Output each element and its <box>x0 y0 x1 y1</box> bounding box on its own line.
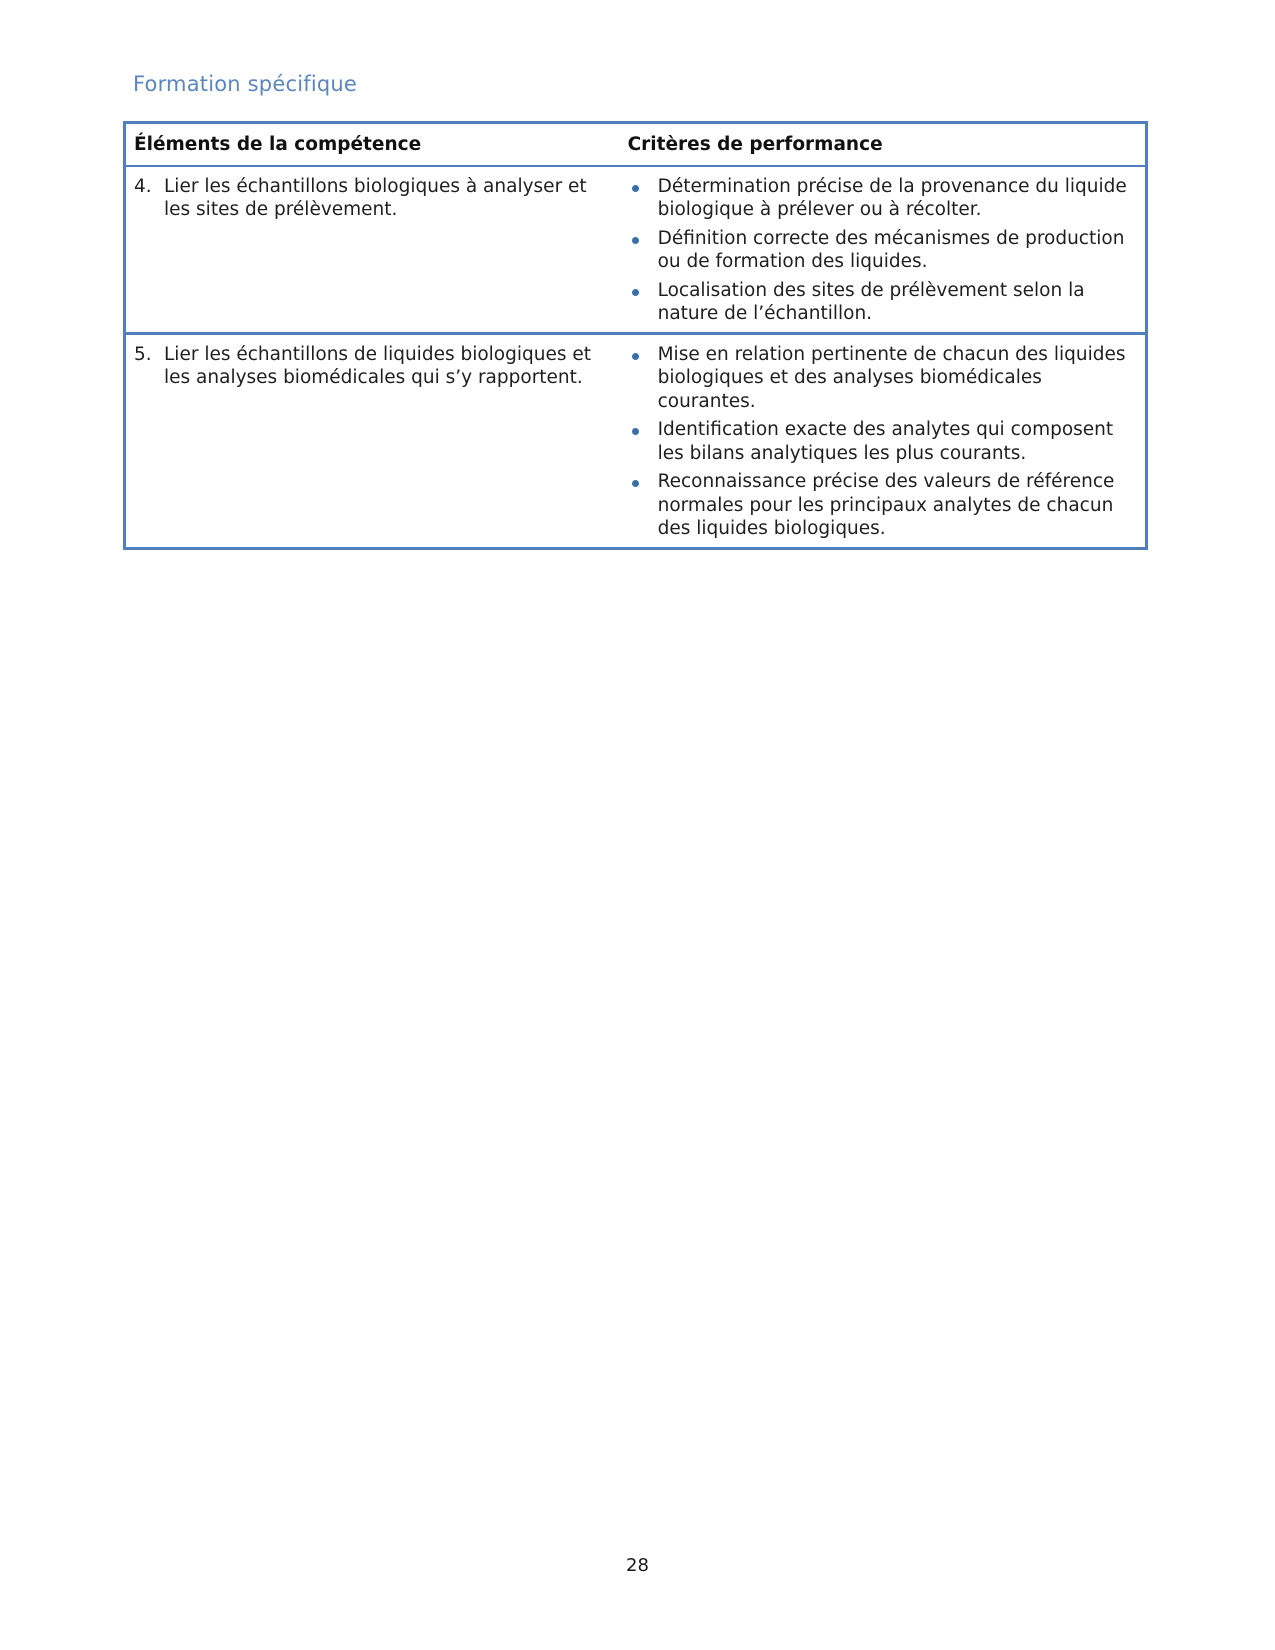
criteria-text: Définition correcte des mécanismes de production ou de formation des liquides. <box>657 227 1125 272</box>
criteria-text: Détermination précise de la provenance du liquide biologique à prélever ou à récolter. <box>657 175 1127 220</box>
table-row <box>125 333 1147 548</box>
bullet-icon <box>628 470 658 494</box>
criteria-cell <box>620 333 1147 548</box>
criteria-item <box>628 470 1137 541</box>
criteria-text: Mise en relation pertinente de chacun des liquides biologiques et des analyses biomédicales courantes. <box>657 343 1126 412</box>
criteria-text: Identification exacte des analytes qui composent les bilans analytiques les plus courants. <box>657 419 1114 464</box>
competence-table <box>123 121 1148 550</box>
criteria-item <box>628 418 1137 465</box>
bullet-icon <box>628 343 658 367</box>
bullet-icon <box>628 175 658 199</box>
criteria-item <box>628 227 1137 274</box>
element-number: 4. <box>134 175 152 197</box>
criteria-item <box>628 343 1137 414</box>
page-heading: Formation spécifique <box>133 72 358 96</box>
element-text: Lier les échantillons de liquides biologiques et les analyses biomédicales qui s’y rapportent. <box>164 343 592 388</box>
element-text: Lier les échantillons biologiques à analyser et les sites de prélèvement. <box>164 175 587 220</box>
header-elements: Éléments de la compétence <box>125 123 620 166</box>
criteria-list <box>628 175 1137 326</box>
criteria-item <box>628 279 1137 326</box>
bullet-icon <box>628 227 658 251</box>
criteria-text: Reconnaissance précise des valeurs de référence normales pour les principaux analytes de chacun des liquides biologiques. <box>657 471 1115 539</box>
bullet-icon <box>628 279 658 303</box>
criteria-text: Localisation des sites de prélèvement selon la nature de l’échantillon. <box>657 279 1085 324</box>
table-header-row <box>125 123 1147 166</box>
bullet-icon <box>628 418 658 442</box>
header-criteria: Critères de performance <box>620 123 1147 166</box>
element-cell <box>125 333 620 548</box>
page-number: 28 <box>626 1555 649 1576</box>
criteria-cell <box>620 166 1147 334</box>
criteria-list <box>628 343 1137 541</box>
table-row <box>125 166 1147 334</box>
element-number: 5. <box>134 343 152 365</box>
element-cell <box>125 166 620 334</box>
criteria-item <box>628 175 1137 222</box>
